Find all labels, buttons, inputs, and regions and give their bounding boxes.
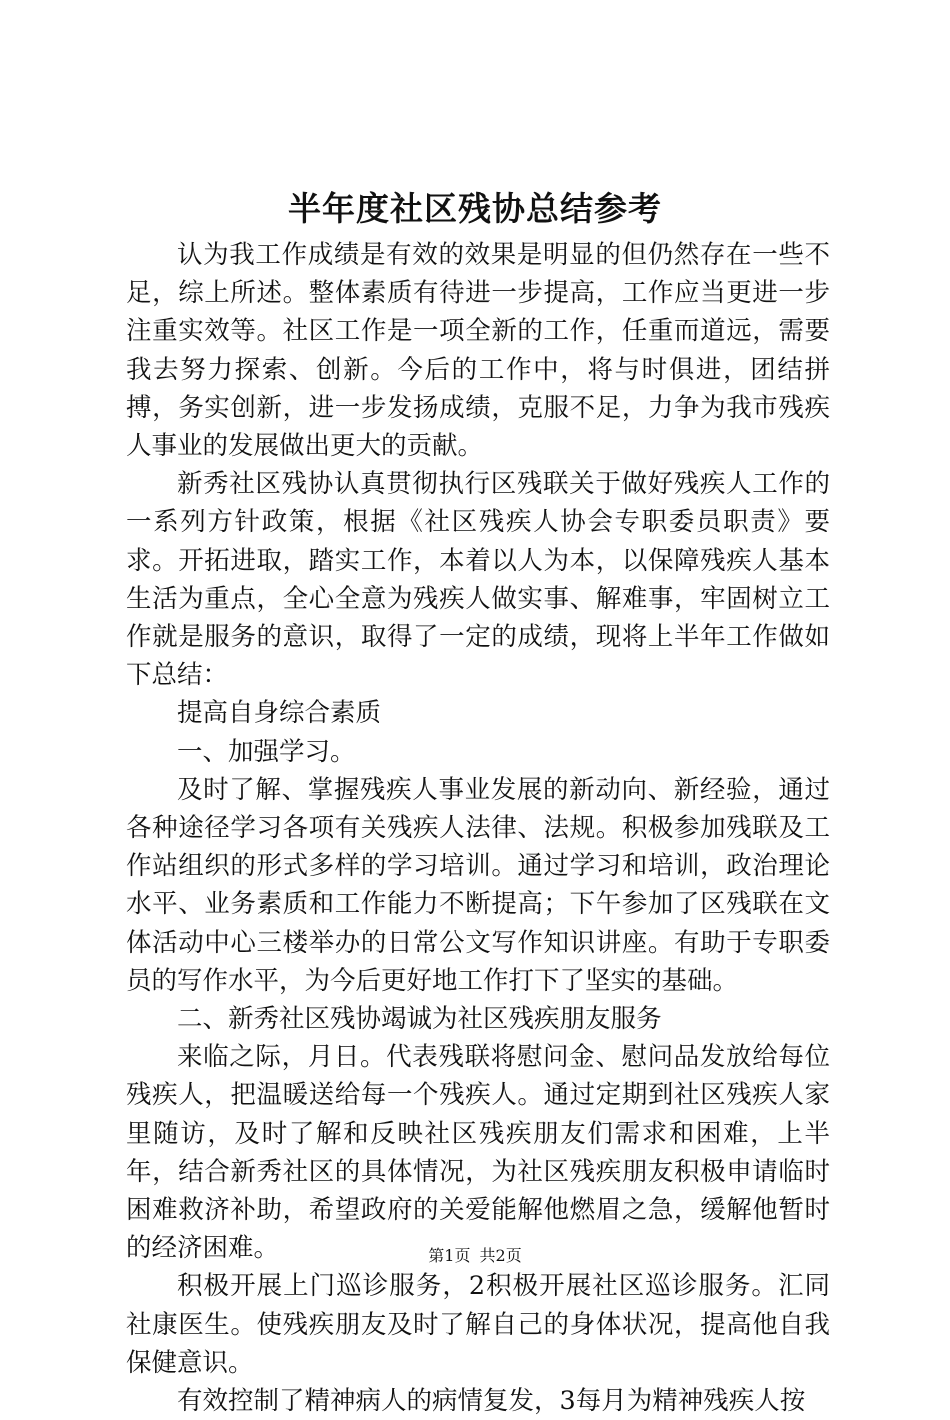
paragraph-conclusion: 认为我工作成绩是有效的效果是明显的但仍然存在一些不足，综上所述。整体素质有待进一步提高，工作应当更进一步注重实效等。社区工作是一项全新的工作，任重而道远，需要我去努力探索、创新。今后的工作中，将与时俱进，团结拼搏，务实创新，进一步发扬成绩，克服不足，力争为我市残疾人事业的发展做出更大的贡献。 [126, 240, 830, 462]
page-footer: 第1页 共2页 [428, 1246, 522, 1265]
section-heading-self-improvement: 提高自身综合素质 [177, 698, 382, 729]
section-heading-service: 二、新秀社区残协竭诚为社区残疾朋友服务 [177, 1004, 662, 1035]
paragraph-service: 来临之际，月日。代表残联将慰问金、慰问品发放给每位残疾人，把温暖送给每一个残疾人。通过定期到社区残疾人家里随访，及时了解和反映社区残疾朋友们需求和困难，上半年，结合新秀社区的具体情况，为社区残疾朋友积极申请临时困难救济补助，希望政府的关爱能解他燃眉之急，缓解他暂时的经济困难。 [126, 1042, 830, 1264]
paragraph-study: 及时了解、掌握残疾人事业发展的新动向、新经验，通过各种途径学习各项有关残疾人法律、法规。积极参加残联及工作站组织的形式多样的学习培训。通过学习和培训，政治理论水平、业务素质和工作能力不断提高；下午参加了区残联在文体活动中心三楼举办的日常公文写作知识讲座。有助于专职委员的写作水平，为今后更好地工作打下了坚实的基础。 [126, 774, 830, 996]
section-heading-study: 一、加强学习。 [177, 736, 356, 767]
paragraph-mental-health: 有效控制了精神病人的病情复发，3每月为精神残疾人按 [177, 1386, 806, 1417]
document-body [126, 236, 830, 1420]
document-title: 半年度社区残协总结参考 [288, 189, 662, 228]
paragraph-introduction: 新秀社区残协认真贯彻执行区残联关于做好残疾人工作的一系列方针政策，根据《社区残疾人协会专职委员职责》要求。开拓进取，踏实工作，本着以人为本，以保障残疾人基本生活为重点，全心全意为残疾人做实事、解难事，牢固树立工作就是服务的意识，取得了一定的成绩，现将上半年工作做如下总结： [126, 469, 830, 691]
paragraph-home-visits: 积极开展上门巡诊服务，2积极开展社区巡诊服务。汇同社康医生。使残疾朋友及时了解自己的身体状况，提高他自我保健意识。 [126, 1271, 830, 1378]
